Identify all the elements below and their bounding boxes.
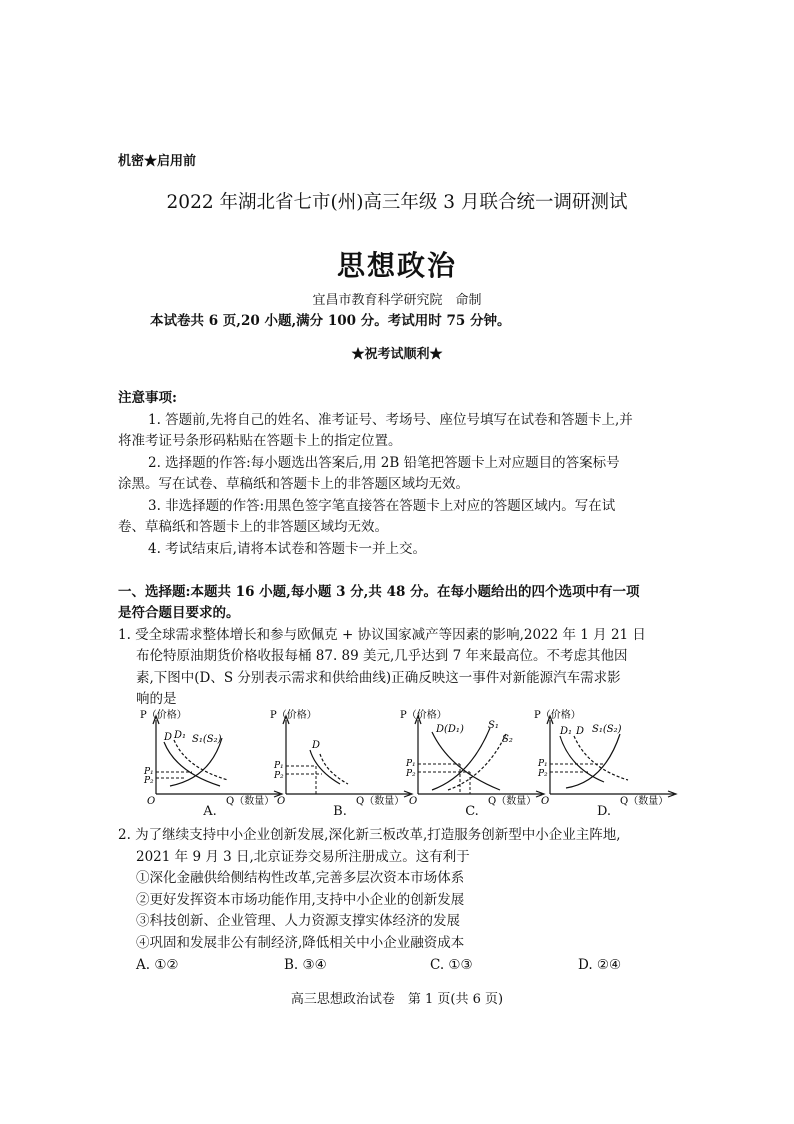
graph-d-curve-d: D — [576, 726, 585, 737]
q2-line-1: 2. 为了继续支持中小企业创新发展,深化新三板改革,打造服务创新型中小企业主阵地, — [118, 827, 621, 843]
subject-title: 思想政治 — [336, 249, 457, 282]
graph-b-label: B. — [333, 804, 347, 819]
graph-c-p-axis: P（价格） — [400, 710, 447, 721]
graph-a-curve-s: S₁(S₂) — [192, 734, 222, 745]
graph-c-curve-d: D(D₁) — [436, 724, 464, 735]
q2-statement-2: ②更好发挥资本市场功能作用,支持中小企业的创新发展 — [136, 892, 465, 908]
graph-b-price-p1: P₁ — [274, 761, 284, 771]
graph-d-figure — [524, 706, 684, 806]
graph-a-p-axis: P（价格） — [140, 710, 187, 721]
exam-summary: 本试卷共 6 页,20 小题,满分 100 分。考试用时 75 分钟。 — [150, 313, 511, 329]
graph-d-price-p2: P₂ — [538, 769, 548, 779]
q2-line-2: 2021 年 9 月 3 日,北京证券交易所注册成立。这有利于 — [136, 849, 470, 865]
note-1b: 将准考证号条形码粘贴在答题卡上的指定位置。 — [118, 433, 402, 449]
notes-heading: 注意事项: — [118, 390, 177, 406]
graph-a-curve-d: D — [164, 732, 173, 743]
graph-c-curve-s2: S₂ — [502, 734, 513, 745]
author-line: 宜昌市教育科学研究院 命制 — [312, 293, 482, 308]
graph-d — [524, 706, 684, 820]
graph-c-price-p2: P₂ — [406, 769, 416, 779]
graph-b-price-p2: P₂ — [274, 771, 284, 781]
graph-c-price-p1: P₁ — [406, 759, 416, 769]
graph-c-curve-s1: S₁ — [488, 720, 499, 731]
graph-d-p-axis: P（价格） — [534, 710, 581, 721]
note-3a: 3. 非选择题的作答:用黑色签字笔直接答在答题卡上对应的答题区域内。写在试 — [148, 498, 616, 514]
q2-statement-1: ①深化金融供给侧结构性改革,完善多层次资本市场体系 — [136, 870, 465, 886]
q2-statement-4: ④巩固和发展非公有制经济,降低相关中小企业融资成本 — [136, 935, 465, 951]
q1-line-3: 素,下图中(D、S 分别表示需求和供给曲线)正确反映这一事件对新能源汽车需求影 — [136, 670, 621, 686]
section1-heading-line1: 一、选择题:本题共 16 小题,每小题 3 分,共 48 分。在每小题给出的四个选项中有一项 — [118, 584, 640, 600]
graph-d-origin: O — [541, 796, 550, 806]
q2-option-c: C. ①③ — [430, 957, 473, 973]
graph-b-origin: O — [277, 796, 286, 806]
graph-b-p-axis: P（价格） — [270, 710, 317, 721]
graph-d-q-axis: Q（数量） — [620, 796, 669, 806]
note-2a: 2. 选择题的作答:每小题选出答案后,用 2B 铅笔把答题卡上对应题目的答案标号 — [148, 455, 620, 471]
exam-title: 2022 年湖北省七市(州)高三年级 3 月联合统一调研测试 — [166, 192, 628, 213]
graph-d-curve-d1: D₁ — [560, 726, 573, 737]
graph-d-price-p1: P₁ — [538, 759, 548, 769]
graph-c-q-axis: Q（数量） — [488, 796, 537, 806]
note-3b: 卷、草稿纸和答题卡上的非答题区域均无效。 — [118, 519, 388, 535]
graph-b-q-axis: Q（数量） — [356, 796, 405, 806]
page-footer: 高三思想政治试卷 第 1 页(共 6 页) — [290, 992, 504, 1007]
graph-a-origin: O — [147, 796, 156, 806]
section1-heading-line2: 是符合题目要求的。 — [118, 605, 240, 621]
graph-b-curve-d: D — [312, 740, 321, 751]
graph-a-label: A. — [203, 804, 217, 819]
graph-d-label: D. — [596, 804, 612, 819]
confidential-mark: 机密★启用前 — [118, 154, 197, 169]
q2-option-d: D. ②④ — [578, 957, 622, 973]
note-2b: 涂黑。写在试卷、草稿纸和答题卡上的非答题区域均无效。 — [118, 476, 469, 492]
q2-option-a: A. ①② — [136, 957, 179, 973]
q2-statement-3: ③科技创新、企业管理、人力资源支撑实体经济的发展 — [136, 913, 460, 929]
graph-c-label: C. — [465, 804, 479, 819]
graph-a-price-p2: P₂ — [144, 776, 154, 786]
graph-a-curve-d1: D₁ — [174, 730, 187, 741]
graph-d-curve-s: S₁(S₂) — [592, 724, 622, 735]
wish-line: ★祝考试顺利★ — [351, 347, 443, 362]
q1-line-1: 1. 受全球需求整体增长和参与欧佩克 + 协议国家减产等因素的影响,2022 年 1 月 21 日 — [118, 627, 646, 643]
q1-line-4: 响的是 — [136, 691, 177, 707]
q2-option-b: B. ③④ — [284, 957, 327, 973]
graph-a-price-p1: P₁ — [144, 767, 154, 777]
note-1a: 1. 答题前,先将自己的姓名、准考证号、考场号、座位号填写在试卷和答题卡上,并 — [148, 412, 633, 428]
note-4: 4. 考试结束后,请将本试卷和答题卡一并上交。 — [148, 541, 426, 557]
graph-c-origin: O — [409, 796, 418, 806]
graph-a-q-axis: Q（数量） — [226, 796, 275, 806]
q1-line-2: 布伦特原油期货价格收报每桶 87. 89 美元,几乎达到 7 年来最高位。不考虑其他因 — [136, 648, 628, 664]
